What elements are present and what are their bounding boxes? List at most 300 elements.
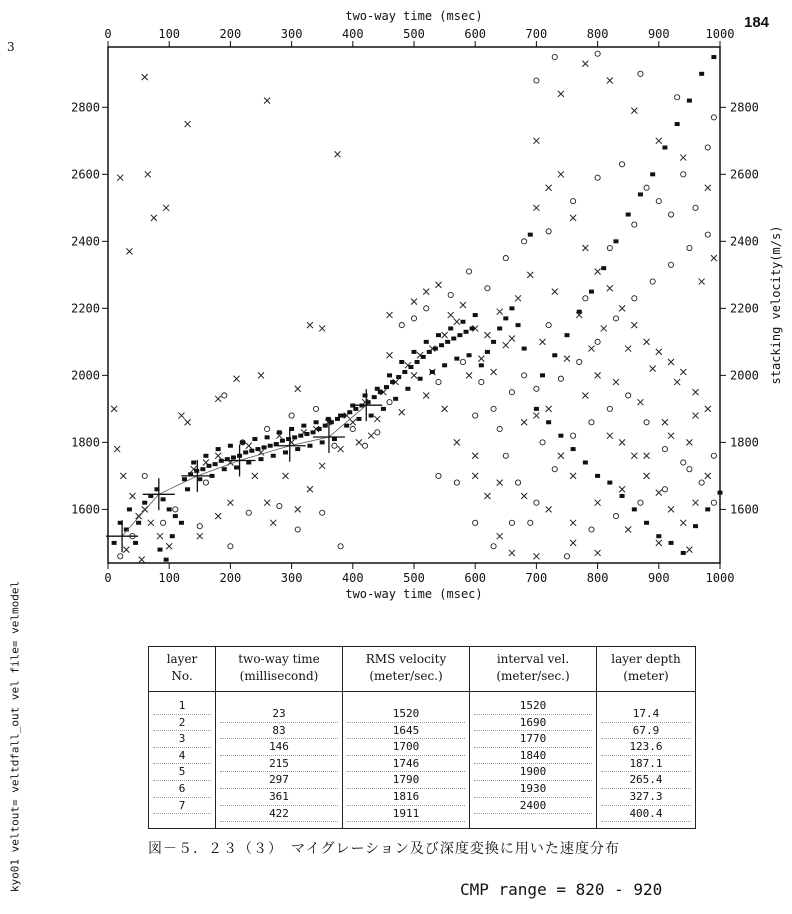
o-pick-marker bbox=[687, 467, 692, 472]
o-pick-marker bbox=[387, 400, 392, 405]
x-pick-marker bbox=[656, 540, 662, 546]
o-pick-marker bbox=[662, 487, 667, 492]
dense-pick-marker bbox=[467, 353, 472, 357]
o-pick-marker bbox=[571, 433, 576, 438]
x-pick-marker bbox=[533, 413, 539, 419]
o-pick-marker bbox=[607, 406, 612, 411]
dense-pick-marker bbox=[464, 330, 469, 334]
x-tick-label-bottom: 0 bbox=[104, 571, 112, 585]
dense-pick-marker bbox=[436, 333, 441, 337]
y-tick-label-right: 2000 bbox=[730, 368, 759, 383]
table-cell: 215 bbox=[220, 756, 338, 773]
x-pick-marker bbox=[546, 506, 552, 512]
x-pick-marker bbox=[246, 443, 252, 449]
dense-pick-marker bbox=[583, 460, 588, 464]
table-cell: 83 bbox=[220, 723, 338, 740]
dense-pick-marker bbox=[439, 343, 444, 347]
dense-pick-marker bbox=[656, 534, 661, 538]
dense-pick-marker bbox=[516, 323, 521, 327]
x-pick-marker bbox=[178, 413, 184, 419]
pick-markers bbox=[111, 51, 722, 563]
dense-pick-marker bbox=[430, 370, 435, 374]
dense-pick-marker bbox=[164, 558, 169, 562]
x-pick-marker bbox=[533, 553, 539, 559]
x-tick-label-top: 800 bbox=[586, 27, 609, 41]
x-axis-title-top: two-way time (msec) bbox=[345, 9, 483, 23]
o-pick-marker bbox=[571, 199, 576, 204]
x-pick-marker bbox=[705, 185, 711, 191]
table-cell: 265.4 bbox=[601, 772, 691, 789]
o-pick-marker bbox=[534, 500, 539, 505]
x-pick-marker bbox=[472, 473, 478, 479]
o-pick-marker bbox=[552, 467, 557, 472]
x-pick-marker bbox=[215, 396, 221, 402]
x-pick-marker bbox=[564, 356, 570, 362]
header-rms-velocity: RMS velocity (meter/sec.) bbox=[343, 647, 470, 692]
x-pick-marker bbox=[686, 439, 692, 445]
table-header-row bbox=[149, 647, 696, 692]
model-plus-marker bbox=[350, 389, 382, 421]
x-pick-marker bbox=[509, 550, 515, 556]
page-number: 184 bbox=[744, 14, 770, 31]
table-cell: 400.4 bbox=[601, 806, 691, 823]
o-pick-marker bbox=[228, 544, 233, 549]
o-pick-marker bbox=[546, 229, 551, 234]
header-interval-velocity: interval vel. (meter/sec.) bbox=[470, 647, 597, 692]
o-pick-marker bbox=[668, 212, 673, 217]
x-pick-marker bbox=[120, 473, 126, 479]
x-pick-marker bbox=[270, 520, 276, 526]
y-tick-label-right: 2600 bbox=[730, 167, 759, 182]
dense-pick-marker bbox=[182, 477, 187, 481]
o-pick-marker bbox=[644, 420, 649, 425]
o-pick-marker bbox=[711, 115, 716, 120]
o-pick-marker bbox=[607, 245, 612, 250]
x-pick-marker bbox=[509, 336, 515, 342]
x-pick-marker bbox=[215, 513, 221, 519]
x-pick-marker bbox=[533, 205, 539, 211]
x-pick-marker bbox=[668, 433, 674, 439]
x-pick-marker bbox=[527, 272, 533, 278]
table-cell: 1911 bbox=[347, 806, 465, 823]
x-pick-marker bbox=[693, 413, 699, 419]
dense-pick-marker bbox=[304, 432, 309, 436]
o-pick-marker bbox=[118, 554, 123, 559]
o-pick-marker bbox=[466, 269, 471, 274]
x-pick-marker bbox=[478, 356, 484, 362]
dense-pick-marker bbox=[268, 444, 273, 448]
table-cell: 146 bbox=[220, 739, 338, 756]
o-pick-marker bbox=[650, 279, 655, 284]
dense-pick-marker bbox=[457, 333, 462, 337]
dense-pick-marker bbox=[497, 326, 502, 330]
o-pick-marker bbox=[399, 323, 404, 328]
y-tick-label-right: 2400 bbox=[730, 234, 759, 249]
x-pick-marker bbox=[111, 406, 117, 412]
o-pick-marker bbox=[534, 386, 539, 391]
o-pick-marker bbox=[632, 296, 637, 301]
o-pick-marker bbox=[589, 527, 594, 532]
o-pick-marker bbox=[595, 339, 600, 344]
o-pick-marker bbox=[491, 406, 496, 411]
o-pick-marker bbox=[503, 453, 508, 458]
model-velocity-line bbox=[122, 405, 366, 536]
x-pick-marker bbox=[319, 463, 325, 469]
x-pick-marker bbox=[668, 506, 674, 512]
x-pick-marker bbox=[264, 98, 270, 104]
x-pick-marker bbox=[570, 473, 576, 479]
o-pick-marker bbox=[687, 245, 692, 250]
x-tick-label-bottom: 600 bbox=[464, 571, 487, 585]
table-cell: 4 bbox=[153, 748, 211, 765]
table-cell: 5 bbox=[153, 764, 211, 781]
x-pick-marker bbox=[619, 305, 625, 311]
dense-pick-marker bbox=[231, 455, 236, 459]
x-pick-marker bbox=[472, 453, 478, 459]
x-pick-marker bbox=[114, 446, 120, 452]
dense-pick-marker bbox=[344, 424, 349, 428]
dense-pick-marker bbox=[323, 424, 328, 428]
x-pick-marker bbox=[411, 299, 417, 305]
o-pick-marker bbox=[577, 359, 582, 364]
x-pick-marker bbox=[705, 473, 711, 479]
y-tick-label-left: 2600 bbox=[71, 167, 100, 182]
plot-frame bbox=[108, 47, 720, 563]
x-pick-marker bbox=[319, 325, 325, 331]
o-pick-marker bbox=[491, 544, 496, 549]
x-pick-marker bbox=[521, 493, 527, 499]
header-layer-no: layer No. bbox=[149, 647, 216, 692]
x-pick-marker bbox=[282, 473, 288, 479]
x-pick-marker bbox=[387, 352, 393, 358]
x-pick-marker bbox=[582, 245, 588, 251]
x-pick-marker bbox=[662, 419, 668, 425]
y-tick-label-left: 2200 bbox=[71, 301, 100, 316]
x-pick-marker bbox=[491, 369, 497, 375]
o-pick-marker bbox=[222, 393, 227, 398]
o-pick-marker bbox=[589, 420, 594, 425]
o-pick-marker bbox=[528, 520, 533, 525]
o-pick-marker bbox=[595, 51, 600, 56]
o-pick-marker bbox=[632, 222, 637, 227]
dense-pick-marker bbox=[613, 239, 618, 243]
x-pick-marker bbox=[668, 359, 674, 365]
o-pick-marker bbox=[613, 316, 618, 321]
x-tick-label-bottom: 300 bbox=[280, 571, 303, 585]
x-tick-label-bottom: 200 bbox=[219, 571, 242, 585]
o-pick-marker bbox=[436, 379, 441, 384]
table-row bbox=[149, 692, 696, 829]
dense-pick-marker bbox=[127, 507, 132, 511]
x-tick-label-bottom: 400 bbox=[341, 571, 364, 585]
x-pick-marker bbox=[711, 255, 717, 261]
x-tick-label-top: 700 bbox=[525, 27, 548, 41]
dense-pick-marker bbox=[442, 363, 447, 367]
x-pick-marker bbox=[129, 493, 135, 499]
dense-pick-marker bbox=[546, 420, 551, 424]
x-pick-marker bbox=[540, 339, 546, 345]
table-cell: 1690 bbox=[474, 715, 592, 732]
dense-pick-marker bbox=[338, 414, 343, 418]
rms-velocity-column bbox=[343, 692, 470, 829]
o-pick-marker bbox=[662, 446, 667, 451]
x-pick-marker bbox=[264, 500, 270, 506]
layer-velocity-table bbox=[148, 646, 696, 829]
x-pick-marker bbox=[558, 91, 564, 97]
x-pick-marker bbox=[570, 520, 576, 526]
table-cell: 7 bbox=[153, 798, 211, 815]
x-pick-marker bbox=[185, 419, 191, 425]
x-pick-marker bbox=[399, 409, 405, 415]
x-pick-marker bbox=[595, 550, 601, 556]
table-cell: 67.9 bbox=[601, 723, 691, 740]
o-pick-marker bbox=[197, 524, 202, 529]
x-pick-marker bbox=[552, 289, 558, 295]
x-pick-marker bbox=[142, 74, 148, 80]
x-pick-marker bbox=[686, 547, 692, 553]
x-pick-marker bbox=[625, 346, 631, 352]
dense-pick-marker bbox=[522, 347, 527, 351]
x-pick-marker bbox=[533, 138, 539, 144]
x-pick-marker bbox=[497, 309, 503, 315]
x-pick-marker bbox=[570, 215, 576, 221]
x-pick-marker bbox=[693, 500, 699, 506]
dense-pick-marker bbox=[280, 439, 285, 443]
header-layer-depth: layer depth (meter) bbox=[597, 647, 696, 692]
dense-pick-marker bbox=[384, 385, 389, 389]
o-pick-marker bbox=[246, 510, 251, 515]
dense-pick-marker bbox=[454, 357, 459, 361]
o-pick-marker bbox=[411, 316, 416, 321]
layer-no-column bbox=[149, 692, 216, 829]
dense-pick-marker bbox=[402, 370, 407, 374]
x-pick-marker bbox=[631, 108, 637, 114]
dense-pick-marker bbox=[662, 146, 667, 150]
x-pick-marker bbox=[680, 155, 686, 161]
dense-pick-marker bbox=[259, 457, 264, 461]
dense-pick-marker bbox=[369, 414, 374, 418]
x-pick-marker bbox=[546, 185, 552, 191]
x-pick-marker bbox=[484, 332, 490, 338]
dense-pick-marker bbox=[675, 122, 680, 126]
dense-pick-marker bbox=[626, 213, 631, 217]
x-pick-marker bbox=[631, 322, 637, 328]
o-pick-marker bbox=[515, 480, 520, 485]
dense-pick-marker bbox=[479, 363, 484, 367]
o-pick-marker bbox=[626, 393, 631, 398]
model-plus-marker bbox=[106, 520, 138, 552]
dense-pick-marker bbox=[390, 380, 395, 384]
x-pick-marker bbox=[680, 369, 686, 375]
x-pick-marker bbox=[497, 533, 503, 539]
x-tick-label-bottom: 1000 bbox=[705, 571, 735, 585]
o-pick-marker bbox=[265, 426, 270, 431]
o-pick-marker bbox=[142, 473, 147, 478]
table-cell: 17.4 bbox=[601, 706, 691, 723]
x-pick-marker bbox=[595, 500, 601, 506]
x-pick-marker bbox=[607, 433, 613, 439]
model-plus-marker bbox=[143, 478, 175, 510]
o-pick-marker bbox=[485, 286, 490, 291]
o-pick-marker bbox=[681, 172, 686, 177]
table-cell: 1790 bbox=[347, 772, 465, 789]
dense-pick-marker bbox=[197, 477, 202, 481]
x-pick-marker bbox=[546, 406, 552, 412]
o-pick-marker bbox=[681, 460, 686, 465]
x-tick-label-bottom: 700 bbox=[525, 571, 548, 585]
table-cell: 2400 bbox=[474, 798, 592, 815]
table-cell: 422 bbox=[220, 806, 338, 823]
dense-pick-marker bbox=[473, 313, 478, 317]
x-tick-label-bottom: 800 bbox=[586, 571, 609, 585]
x-pick-marker bbox=[625, 526, 631, 532]
x-pick-marker bbox=[619, 439, 625, 445]
dense-pick-marker bbox=[381, 407, 386, 411]
x-pick-marker bbox=[705, 406, 711, 412]
dense-pick-marker bbox=[693, 524, 698, 528]
dense-pick-marker bbox=[252, 437, 257, 441]
dense-pick-marker bbox=[424, 340, 429, 344]
x-pick-marker bbox=[644, 473, 650, 479]
o-pick-marker bbox=[375, 430, 380, 435]
table-cell: 187.1 bbox=[601, 756, 691, 773]
dense-pick-marker bbox=[326, 417, 331, 421]
x-tick-label-top: 1000 bbox=[705, 27, 735, 41]
dense-pick-marker bbox=[216, 447, 221, 451]
o-pick-marker bbox=[638, 71, 643, 76]
table-cell: 1840 bbox=[474, 748, 592, 765]
table-cell: 1520 bbox=[347, 706, 465, 723]
o-pick-marker bbox=[540, 440, 545, 445]
x-axis-title-bottom: two-way time (msec) bbox=[345, 587, 483, 601]
x-pick-marker bbox=[307, 322, 313, 328]
x-pick-marker bbox=[442, 332, 448, 338]
dense-pick-marker bbox=[528, 233, 533, 237]
o-pick-marker bbox=[436, 473, 441, 478]
x-pick-marker bbox=[503, 342, 509, 348]
x-pick-marker bbox=[126, 248, 132, 254]
dense-pick-marker bbox=[448, 326, 453, 330]
dense-pick-marker bbox=[265, 435, 270, 439]
dense-pick-marker bbox=[607, 481, 612, 485]
dense-pick-marker bbox=[552, 353, 557, 357]
dense-pick-marker bbox=[589, 290, 594, 294]
y-axis-title: stacking velocity(m/s) bbox=[769, 225, 783, 385]
table-cell: 2 bbox=[153, 715, 211, 732]
o-pick-marker bbox=[705, 145, 710, 150]
dense-pick-marker bbox=[433, 347, 438, 351]
dense-pick-marker bbox=[277, 430, 282, 434]
o-pick-marker bbox=[350, 426, 355, 431]
o-pick-marker bbox=[638, 500, 643, 505]
x-tick-label-top: 900 bbox=[647, 27, 670, 41]
x-pick-marker bbox=[411, 372, 417, 378]
o-pick-marker bbox=[160, 520, 165, 525]
dense-pick-marker bbox=[393, 397, 398, 401]
o-pick-marker bbox=[295, 527, 300, 532]
x-pick-marker bbox=[423, 392, 429, 398]
dense-pick-marker bbox=[571, 447, 576, 451]
x-pick-marker bbox=[374, 416, 380, 422]
table-cell: 1746 bbox=[347, 756, 465, 773]
dense-pick-marker bbox=[356, 417, 361, 421]
dense-pick-marker bbox=[460, 320, 465, 324]
x-pick-marker bbox=[454, 439, 460, 445]
dense-pick-marker bbox=[271, 454, 276, 458]
x-pick-marker bbox=[693, 389, 699, 395]
x-pick-marker bbox=[570, 540, 576, 546]
o-pick-marker bbox=[448, 292, 453, 297]
table-cell: 361 bbox=[220, 789, 338, 806]
x-pick-marker bbox=[466, 372, 472, 378]
o-pick-marker bbox=[473, 413, 478, 418]
x-tick-label-bottom: 100 bbox=[158, 571, 181, 585]
o-pick-marker bbox=[203, 480, 208, 485]
dense-pick-marker bbox=[320, 440, 325, 444]
o-pick-marker bbox=[479, 379, 484, 384]
dense-pick-marker bbox=[372, 395, 377, 399]
dense-pick-marker bbox=[283, 450, 288, 454]
y-tick-label-left: 2800 bbox=[71, 100, 100, 115]
x-pick-marker bbox=[521, 419, 527, 425]
x-pick-marker bbox=[423, 289, 429, 295]
table-cell: 1770 bbox=[474, 731, 592, 748]
y-tick-label-right: 2800 bbox=[730, 100, 759, 115]
x-pick-marker bbox=[484, 493, 490, 499]
dense-pick-marker bbox=[161, 497, 166, 501]
x-pick-marker bbox=[448, 312, 454, 318]
o-pick-marker bbox=[313, 406, 318, 411]
x-pick-marker bbox=[215, 453, 221, 459]
x-tick-label-top: 0 bbox=[104, 27, 112, 41]
dense-pick-marker bbox=[136, 521, 141, 525]
dense-pick-marker bbox=[314, 420, 319, 424]
x-pick-marker bbox=[582, 392, 588, 398]
dense-pick-marker bbox=[206, 464, 211, 468]
dense-pick-marker bbox=[243, 450, 248, 454]
dense-pick-marker bbox=[307, 444, 312, 448]
x-pick-marker bbox=[582, 61, 588, 67]
x-pick-marker bbox=[142, 506, 148, 512]
x-pick-marker bbox=[595, 268, 601, 274]
x-pick-marker bbox=[656, 138, 662, 144]
dense-pick-marker bbox=[399, 360, 404, 364]
dense-pick-marker bbox=[167, 507, 172, 511]
x-pick-marker bbox=[588, 346, 594, 352]
x-pick-marker bbox=[607, 78, 613, 84]
two-way-time-column bbox=[216, 692, 343, 829]
x-pick-marker bbox=[307, 486, 313, 492]
dense-pick-marker bbox=[179, 521, 184, 525]
header-two-way-time: two-way time (millisecond) bbox=[216, 647, 343, 692]
x-pick-marker bbox=[601, 325, 607, 331]
x-pick-marker bbox=[460, 302, 466, 308]
o-pick-marker bbox=[362, 443, 367, 448]
dense-pick-marker bbox=[203, 454, 208, 458]
dense-pick-marker bbox=[650, 172, 655, 176]
x-pick-marker bbox=[497, 480, 503, 486]
table-cell: 297 bbox=[220, 772, 338, 789]
x-pick-marker bbox=[656, 349, 662, 355]
dense-pick-marker bbox=[185, 487, 190, 491]
x-pick-marker bbox=[637, 399, 643, 405]
x-pick-marker bbox=[136, 513, 142, 519]
dense-pick-marker bbox=[470, 326, 475, 330]
x-pick-marker bbox=[515, 295, 521, 301]
x-tick-label-bottom: 900 bbox=[647, 571, 670, 585]
x-tick-label-top: 400 bbox=[341, 27, 364, 41]
o-pick-marker bbox=[552, 54, 557, 59]
